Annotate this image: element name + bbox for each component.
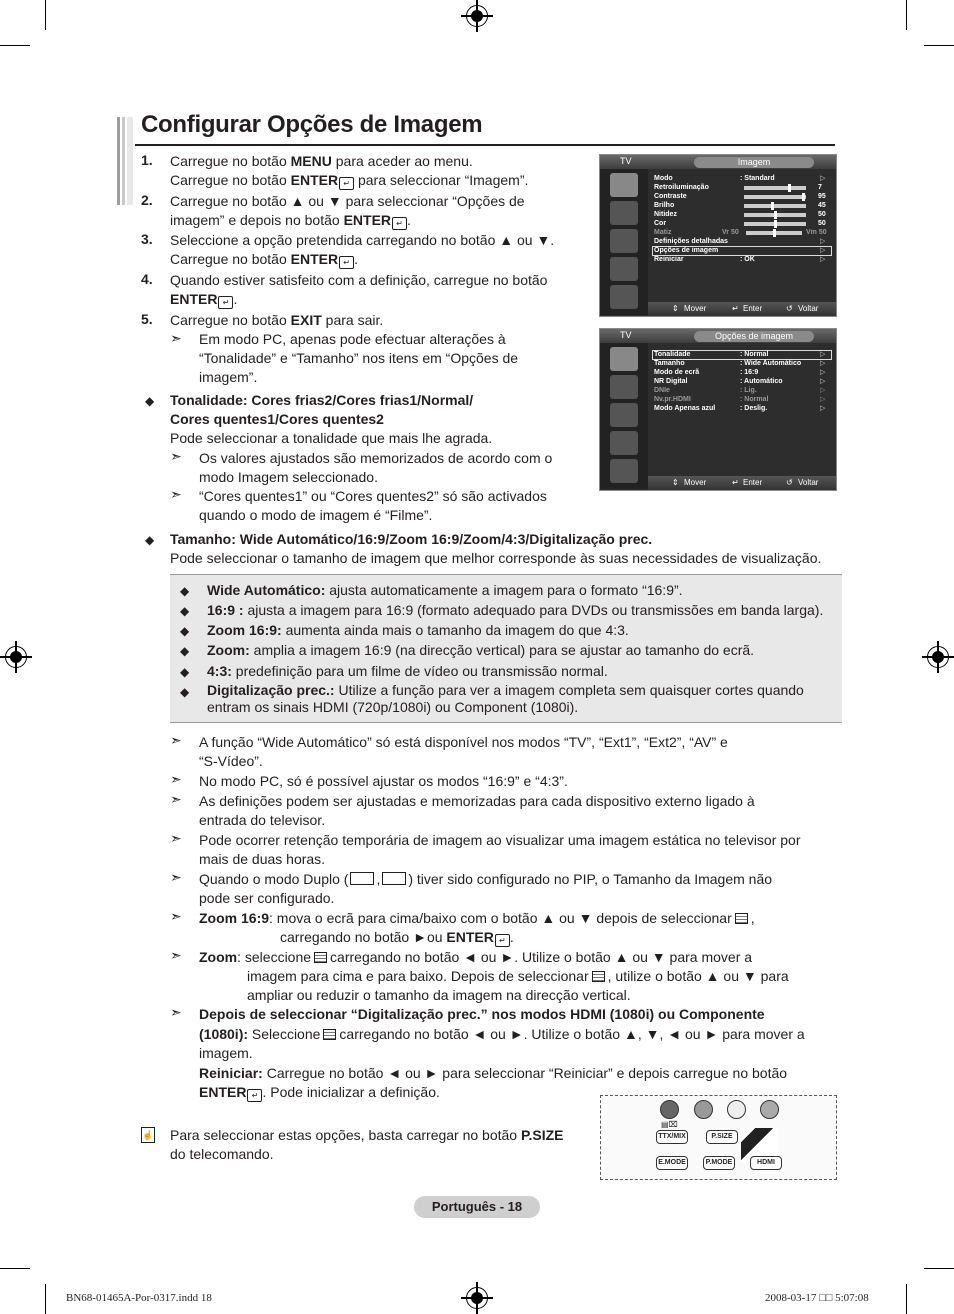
osd-tab: Imagem <box>694 157 814 168</box>
step-number: 5. <box>141 311 153 327</box>
step-5: Carregue no botão EXIT para sair. <box>170 312 384 328</box>
position-icon <box>323 1029 336 1040</box>
step-1: Carregue no botão MENU para aceder ao menu. Carregue no botão ENTER ↵ para seleccionar “Imagem”. <box>170 153 529 188</box>
osd-foot-enter: Enter <box>743 478 763 487</box>
size-icon <box>592 971 605 982</box>
osd-arrow-icon: ▷ <box>820 238 826 245</box>
return-icon: ↺ <box>786 478 793 487</box>
osd-row: DNIe <box>654 387 670 394</box>
pip-mode-icon <box>350 872 374 885</box>
position-icon <box>314 952 327 963</box>
step-number: 4. <box>141 271 153 287</box>
registration-mark-icon <box>927 646 949 668</box>
note-arrow-icon: ➣ <box>170 830 182 846</box>
osd-slider <box>744 195 806 199</box>
emode-button: E.MODE <box>656 1156 688 1170</box>
diamond-bullet-icon: ◆ <box>180 604 190 618</box>
registration-mark-icon <box>5 646 27 668</box>
print-footer-file: BN68-01465A-Por-0317.indd 18 <box>66 1292 212 1304</box>
osd-footer <box>648 302 836 316</box>
note-arrow-icon: ➣ <box>170 330 182 346</box>
input-icon <box>610 285 638 309</box>
input-icon <box>610 459 638 483</box>
position-icon <box>735 913 748 924</box>
osd-row: Opções de imagem <box>654 247 719 254</box>
osd-value: Vm 50 <box>806 229 827 236</box>
osd-slider <box>744 204 806 208</box>
crop-mark <box>45 0 46 30</box>
diamond-bullet-icon: ◆ <box>180 584 190 598</box>
osd-row: Contraste <box>654 193 687 200</box>
osd-value: : OK <box>740 256 755 263</box>
tamanho-desc: Pode seleccionar o tamanho de imagem que melhor corresponde às suas necessidades de visualização. <box>170 550 822 566</box>
note-arrow-icon: ➣ <box>170 1004 182 1020</box>
move-icon: ⇕ <box>672 478 679 487</box>
osd-arrow-icon: ▷ <box>820 369 826 376</box>
osd-value: : Deslig. <box>740 405 768 412</box>
crop-mark <box>45 1284 46 1314</box>
ttx-mix-button: TTX/MIX <box>656 1130 688 1144</box>
pip-mode-icon <box>382 872 406 885</box>
size-option: Zoom: amplia a imagem 16:9 (na direcção vertical) para se ajustar ao tamanho do ecrã. <box>207 642 755 658</box>
tv-osd-imagem <box>599 154 837 317</box>
note-arrow-icon: ➣ <box>170 448 182 464</box>
osd-row: Modo <box>654 175 673 182</box>
enter-icon: ↵ <box>339 256 354 269</box>
osd-value: : Automático <box>740 378 783 385</box>
move-icon: ⇕ <box>672 304 679 313</box>
page-number-badge: Português - 18 <box>414 1196 540 1218</box>
enter-icon: ↵ <box>732 304 739 313</box>
osd-row: Nitidez <box>654 211 677 218</box>
note-digitalizacao: Depois de seleccionar “Digitalização prec.” nos modos HDMI (1080i) ou Componente (1080i): Seleccione carregando no botão ◄ ou ►. Utilize o botão ▲, ▼, ◄ ou ► para mover a imagem. Reiniciar: Carregue no botão ◄ ou ► para seleccionar “Reiniciar” e depois carregue no botão ENTER ↵ . Pode inicializar a definição. <box>199 1006 805 1100</box>
tv-osd-opcoes <box>599 328 837 491</box>
enter-icon: ↵ <box>339 177 354 190</box>
osd-foot-move: Mover <box>684 478 707 487</box>
osd-row: Definições detalhadas <box>654 238 728 245</box>
osd-value: 95 <box>818 193 826 200</box>
note-pc: No modo PC, só é possível ajustar os modos “16:9” e “4:3”. <box>199 773 568 789</box>
osd-slider <box>744 222 806 226</box>
step-number: 2. <box>141 192 153 208</box>
osd-arrow-icon: ▷ <box>820 256 826 263</box>
osd-value: : Normal <box>740 351 769 358</box>
size-option: 4:3: predefinição para um filme de vídeo ou transmissão normal. <box>207 663 608 679</box>
osd-slider <box>746 231 802 235</box>
diamond-bullet-icon: ◆ <box>180 665 190 679</box>
enter-icon: ↵ <box>392 217 407 230</box>
step-5-note: Em modo PC, apenas pode efectuar alterações à “Tonalidade” e “Tamanho” nos itens em “Opções de imagem”. <box>199 331 519 385</box>
osd-row: Reiniciar <box>654 256 684 263</box>
title-decoration <box>117 117 133 205</box>
channel-icon <box>610 229 638 253</box>
osd-arrow-icon: ▷ <box>820 247 826 254</box>
hand-note-icon: ☝ <box>141 1127 155 1143</box>
note-arrow-icon: ➣ <box>170 486 182 502</box>
red-button-icon <box>660 1100 679 1119</box>
step-number: 1. <box>141 152 153 168</box>
osd-row: Matiz <box>654 229 672 236</box>
osd-row: Cor <box>654 220 667 227</box>
teletext-icon: ▤⌧ <box>661 1120 678 1129</box>
diamond-bullet-icon: ◆ <box>180 624 190 638</box>
diamond-bullet-icon: ◆ <box>180 644 190 658</box>
crop-mark <box>0 45 30 46</box>
green-button-icon <box>694 1100 713 1119</box>
osd-slider <box>744 213 806 217</box>
size-option: 16:9 : ajusta a imagem para 16:9 (formato adequado para DVDs ou transmissões em banda larga). <box>207 602 824 618</box>
sound-icon <box>610 375 638 399</box>
note-arrow-icon: ➣ <box>170 771 182 787</box>
osd-value: 7 <box>818 184 822 191</box>
diamond-bullet-icon: ◆ <box>180 685 190 699</box>
remote-control-illustration <box>600 1095 837 1180</box>
osd-foot-enter: Enter <box>743 304 763 313</box>
osd-slider <box>744 186 806 190</box>
osd-value: : Normal <box>740 396 769 403</box>
osd-source-label: TV <box>620 156 632 166</box>
setup-icon <box>610 257 638 281</box>
osd-footer <box>648 476 836 490</box>
crop-mark <box>924 1268 954 1269</box>
osd-arrow-icon: ▷ <box>820 378 826 385</box>
step-4: Quando estiver satisfeito com a definição, carregue no botão ENTER ↵ . <box>170 272 548 307</box>
osd-sidebar <box>600 169 648 315</box>
registration-mark-icon <box>466 5 488 27</box>
psize-note: Para seleccionar estas opções, basta carregar no botão P.SIZE do telecomando. <box>170 1127 564 1162</box>
osd-foot-return: Voltar <box>798 304 819 313</box>
enter-icon: ↵ <box>732 478 739 487</box>
note-wide: A função “Wide Automático” só está disponível nos modos “TV”, “Ext1”, “Ext2”, “AV” e “S-Vídeo”. <box>199 734 728 769</box>
note-arrow-icon: ➣ <box>170 908 182 924</box>
note-arrow-icon: ➣ <box>170 947 182 963</box>
pmode-button: P.MODE <box>703 1156 735 1170</box>
enter-icon: ↵ <box>495 934 510 947</box>
channel-icon <box>610 403 638 427</box>
tonalidade-note-2: “Cores quentes1” ou “Cores quentes2” só são activados quando o modo de imagem é “Filme”. <box>199 488 547 523</box>
hdmi-button: HDMI <box>750 1156 782 1170</box>
note-arrow-icon: ➣ <box>170 732 182 748</box>
diamond-bullet-icon: ◆ <box>145 533 155 547</box>
osd-arrow-icon: ▷ <box>820 396 826 403</box>
print-footer-date: 2008-03-17 □□ 5:07:08 <box>765 1292 869 1304</box>
picture-icon <box>610 347 638 371</box>
note-memory: As definições podem ser ajustadas e memorizadas para cada dispositivo externo ligado à entrada do televisor. <box>199 793 755 828</box>
return-icon: ↺ <box>786 304 793 313</box>
osd-row: Brilho <box>654 202 675 209</box>
yellow-button-icon <box>727 1100 746 1119</box>
osd-value: 50 <box>818 220 826 227</box>
osd-sidebar <box>600 343 648 489</box>
setup-icon <box>610 431 638 455</box>
size-option: Zoom 16:9: aumenta ainda mais o tamanho da imagem do que 4:3. <box>207 622 629 638</box>
step-number: 3. <box>141 231 153 247</box>
note-zoom: Zoom: seleccione carregando no botão ◄ ou ►. Utilize o botão ▲ ou ▼ para mover a imagem para cima e para baixo. Depois de seleccionar , utilize o botão ▲ ou ▼ para ampliar ou reduzir o tamanho da imagem na direcção vertical. <box>199 949 789 1003</box>
osd-value: : 16:9 <box>740 369 759 376</box>
crop-mark <box>0 1268 30 1269</box>
osd-arrow-icon: ▷ <box>820 360 826 367</box>
crop-mark <box>906 1284 907 1314</box>
sound-icon <box>610 201 638 225</box>
note-arrow-icon: ➣ <box>170 869 182 885</box>
tamanho-heading: Tamanho: Wide Automático/16:9/Zoom 16:9/Zoom/4:3/Digitalização prec. <box>170 531 653 547</box>
osd-foot-move: Mover <box>684 304 707 313</box>
registration-mark-icon <box>466 1287 488 1309</box>
osd-row: NR Digital <box>654 378 688 385</box>
osd-value: Vr 50 <box>722 229 739 236</box>
osd-foot-return: Voltar <box>798 478 819 487</box>
tonalidade-desc: Pode seleccionar a tonalidade que mais lhe agrada. <box>170 430 493 446</box>
osd-source-label: TV <box>620 330 632 340</box>
diamond-bullet-icon: ◆ <box>145 394 155 408</box>
size-option: Wide Automático: ajusta automaticamente a imagem para o formato “16:9”. <box>207 582 683 598</box>
enter-icon: ↵ <box>218 296 233 309</box>
osd-arrow-icon: ▷ <box>820 387 826 394</box>
osd-arrow-icon: ▷ <box>820 405 826 412</box>
osd-value: : Wide Automático <box>740 360 802 367</box>
osd-arrow-icon: ▷ <box>820 175 826 182</box>
step-3: Seleccione a opção pretendida carregando no botão ▲ ou ▼. Carregue no botão ENTER ↵ . <box>170 232 555 267</box>
step-2: Carregue no botão ▲ ou ▼ para seleccionar “Opções de imagem” e depois no botão ENTER ↵ . <box>170 193 525 228</box>
osd-row: Tonalidade <box>654 351 691 358</box>
note-pip: Quando o modo Duplo ( , ) tiver sido configurado no PIP, o Tamanho da Imagem não pode ser configurado. <box>199 871 773 906</box>
osd-row: Tamanho <box>654 360 685 367</box>
osd-tab: Opções de imagem <box>694 331 814 342</box>
crop-mark <box>924 45 954 46</box>
note-retention: Pode ocorrer retenção temporária de imagem ao visualizar uma imagem estática no televisor por mais de duas horas. <box>199 832 801 867</box>
osd-value: 50 <box>818 211 826 218</box>
note-arrow-icon: ➣ <box>170 791 182 807</box>
tonalidade-heading: Tonalidade: Cores frias2/Cores frias1/Normal/ Cores quentes1/Cores quentes2 <box>170 392 474 427</box>
crop-mark <box>906 0 907 30</box>
osd-row: Nv.pr.HDMI <box>654 396 691 403</box>
picture-icon <box>610 173 638 197</box>
osd-row: Retroiluminação <box>654 184 709 191</box>
osd-value: : Lig. <box>740 387 757 394</box>
tonalidade-note-1: Os valores ajustados são memorizados de acordo com o modo Imagem seleccionado. <box>199 450 553 485</box>
psize-button: P.SIZE <box>706 1130 738 1144</box>
osd-value: 45 <box>818 202 826 209</box>
osd-arrow-icon: ▷ <box>820 351 826 358</box>
osd-row: Modo Apenas azul <box>654 405 716 412</box>
osd-row: Modo de ecrã <box>654 369 700 376</box>
enter-icon: ↵ <box>247 1089 262 1102</box>
blue-button-icon <box>760 1100 779 1119</box>
size-option: Digitalização prec.: Utilize a função para ver a imagem completa sem quaisquer cortes quando entram os sinais HDMI (720p/1080i) ou Component (1080i). <box>207 682 804 715</box>
osd-value: : Standard <box>740 175 775 182</box>
page-title: Configurar Opções de Imagem <box>141 111 483 138</box>
note-zoom169: Zoom 16:9: mova o ecrã para cima/baixo com o botão ▲ ou ▼ depois de seleccionar , carregando no botão ►ou ENTER ↵ . <box>199 910 755 945</box>
title-rule <box>135 144 835 146</box>
